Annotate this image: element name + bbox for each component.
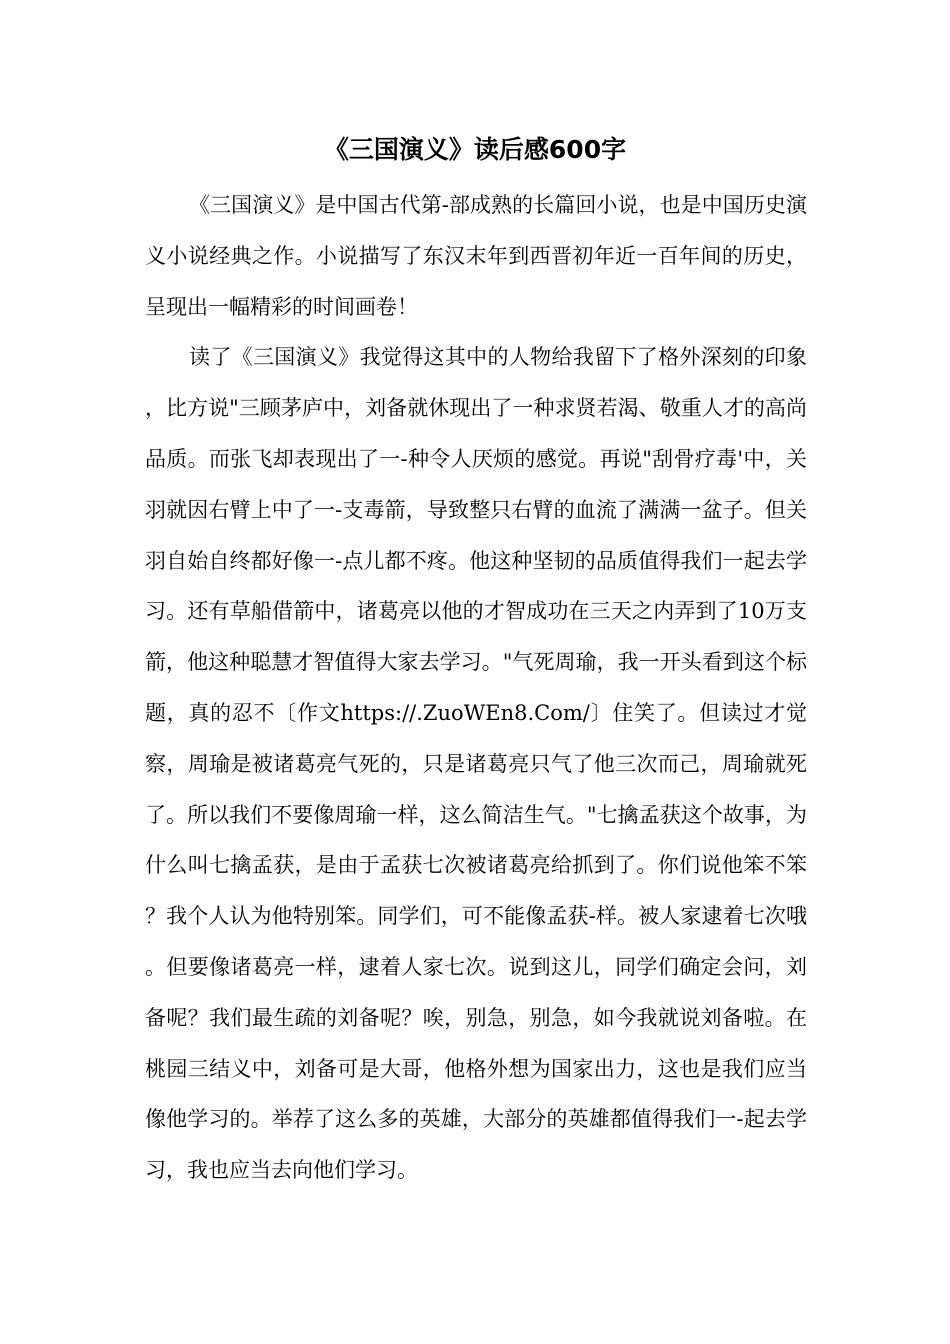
document-title: 《三国演义》读后感600字 [323,135,627,164]
paragraph-main: 读了《三国演义》我觉得这其中的人物给我留下了格外深刻的印象，比方说"三顾茅庐中，刘备就休现出了一种求贤若渴、敬重人才的高尚品质。而张飞却表现出了一-种令人厌烦的感觉。再说"刮骨疗毒'中，关羽就因右臂上中了一-支毒箭，导致整只右臂的血流了满满一盆子。但关羽自始自终都好像一-点儿都不疼。他这种坚韧的品质值得我们一起去学习。还有草船借箭中，诸葛亮以他的才智成功在三天之内弄到了10万支箭，他这种聪慧才智值得大家去学习。"气死周瑜，我一开头看到这个标题，真的忍不〔作文https://.ZuoWEn8.Com/〕住笑了。但读过才觉察，周瑜是被诸葛亮气死的，只是诸葛亮只气了他三次而己，周瑜就死了。所以我们不要像周瑜一样，这么简洁生气。"七擒孟获这个故事，为什么叫七擒孟获，是由于孟获七次被诸葛亮给抓到了。你们说他笨不笨？我个人认为他特别笨。同学们，可不能像孟获-样。被人家逮着七次哦。但要像诸葛亮一样，逮着人家七次。说到这儿，同学们确定会问，刘备呢？我们最生疏的刘备呢？唉，别急，别急，如今我就说刘备啦。在桃园三结义中，刘备可是大哥，他格外想为国家出力，这也是我们应当像他学习的。举荐了这么多的英雄，大部分的英雄都值得我们一-起去学习，我也应当去向他们学习。 [145,345,807,1183]
paragraph-intro: 《三国演义》是中国古代第-部成熟的长篇回小说，也是中国历史演义小说经典之作。小说描写了东汉末年到西晋初年近一百年间的历史，呈现出一幅精彩的时间画卷！ [145,193,807,319]
document-body [145,180,807,1196]
